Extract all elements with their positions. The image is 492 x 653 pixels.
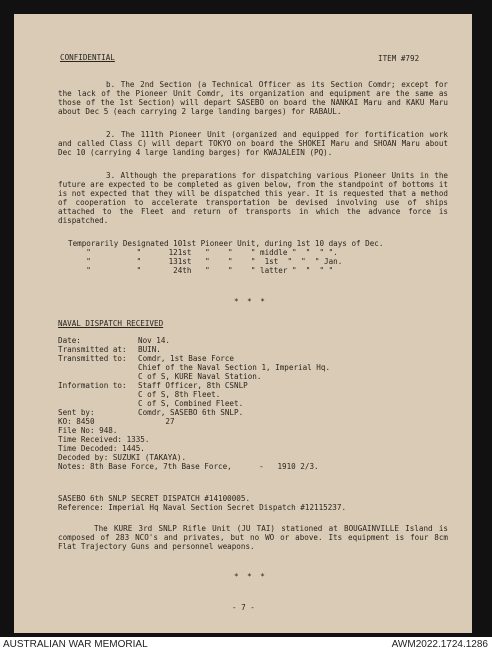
schedule-line: Temporarily Designated 101st Pioneer Unit, during 1st 10 days of Dec. (68, 239, 384, 248)
row-label: Date: (58, 336, 81, 345)
row-value: C of S, 8th Fleet. (138, 390, 221, 399)
row-value: 27 (138, 417, 175, 426)
document-page (14, 14, 472, 633)
row-value: Comdr, SASEBO 6th SNLP. (138, 408, 244, 417)
archive-reference: AWM2022.1724.1286 (391, 639, 488, 650)
row-label: Notes: 8th Base Force, 7th Base Force, - 1910 2/3. (58, 462, 319, 471)
paragraph-4: The KURE 3rd SNLP Rifle Unit (JU TAI) stationed at BOUGAINVILLE Island is composed of 283 NCO's and privates, but no WO or above. Its equipment is four 8cm Flat Trajectory Guns and personnel weapons. (58, 524, 448, 551)
confidential-label: CONFIDENTIAL (60, 53, 115, 62)
paragraph-3: 3. Although the preparations for dispatching various Pioneer Units in the future are expected to be completed as given below, from the standpoint of bottoms it is not expected that they will be dispatched this year. It is requested that a method of cooperation to accelerate transportation be devised involving use of ships attached to the Fleet and return of transports in which the advance force is dispatched. (58, 171, 448, 225)
schedule-line: " " 131st " " " 1st " " " Jan. (68, 257, 343, 266)
section-separator: * * * (234, 572, 267, 581)
row-value: BUIN. (138, 345, 161, 354)
row-label: File No: 948. (58, 426, 118, 435)
section-separator: * * * (234, 297, 267, 306)
row-label: Transmitted at: (58, 345, 127, 354)
row-label: Time Received: 1335. (58, 435, 150, 444)
row-label: Information to: (58, 381, 127, 390)
row-label: Sent by: (58, 408, 95, 417)
row-label: Transmitted to: (58, 354, 127, 363)
row-label: Decoded by: SUZUKI (TAKAYA). (58, 453, 187, 462)
row-value: C of S, KURE Naval Station. (138, 372, 262, 381)
row-value: Staff Officer, 8th CSNLP (138, 381, 248, 390)
row-value: C of S, Combined Fleet. (138, 399, 244, 408)
row-value: Comdr, 1st Base Force (138, 354, 235, 363)
schedule-line: " " 121st " " " middle " " " ". (68, 248, 338, 257)
row-value: Chief of the Naval Section 1, Imperial Hq. (138, 363, 331, 372)
paragraph-2: 2. The 111th Pioneer Unit (organized and equipped for fortification work and called Class C) will depart TOKYO on board the SHOKEI Maru and SHOAN Maru about Dec 10 (carrying 4 large landing barges) for KWAJALEIN (PQ). (58, 130, 448, 157)
schedule-line: " " 24th " " " latter " " " " (68, 266, 334, 275)
paragraph-b: b. The 2nd Section (a Technical Officer as its Section Comdr; except for the lack of the Pioneer Unit Comdr, its organization and equipment are the same as those of the 1st Section) will depart SASEBO on board the NANKAI Maru and KAKU Maru about Dec 5 (each carrying 2 large landing barges) for RABAUL. (58, 80, 448, 116)
dispatch-heading: NAVAL DISPATCH RECEIVED (58, 319, 164, 328)
row-label: KO: 8450 (58, 417, 95, 426)
page-number: - 7 - (232, 603, 255, 612)
row-label: Time Decoded: 1445. (58, 444, 145, 453)
archive-name: AUSTRALIAN WAR MEMORIAL (3, 639, 148, 650)
row-value: Nov 14. (138, 336, 171, 345)
reference-line: Reference: Imperial Hq Naval Section Secret Dispatch #12115237. (58, 503, 347, 512)
item-number: ITEM #792 (378, 54, 420, 63)
secret-dispatch-line: SASEBO 6th SNLP SECRET DISPATCH #14100005. (58, 494, 251, 503)
archive-footer (0, 637, 492, 653)
